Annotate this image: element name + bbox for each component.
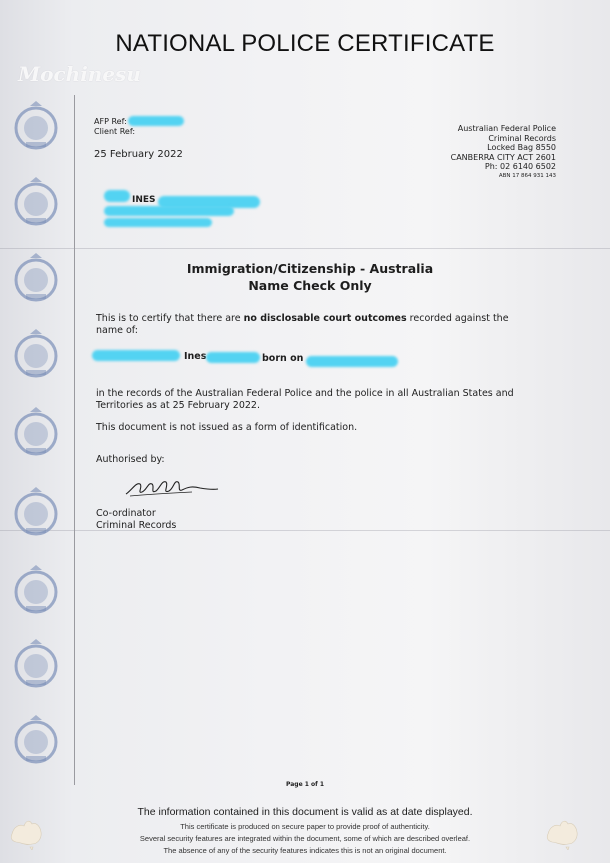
address-phone: Ph: 02 6140 6502 [484, 162, 556, 171]
sa-police-crest-icon [8, 484, 64, 540]
records-statement: in the records of the Australian Federal Police and the police in all Australian States and Territories as at 25 February 2022. [96, 388, 514, 411]
security-note: This certificate is produced on secure paper to provide proof of authenticity. [180, 822, 430, 831]
issue-date: 25 February 2022 [94, 149, 183, 160]
redaction [104, 206, 234, 216]
validity-notice: The information contained in this document is valid as at date displayed. [137, 806, 473, 818]
signer-unit: Criminal Records [96, 520, 177, 531]
document-title: NATIONAL POLICE CERTIFICATE [115, 30, 495, 57]
redaction [104, 190, 130, 202]
margin-rule [74, 95, 75, 785]
statement-text: recorded against the name of: [96, 313, 509, 336]
redaction [206, 352, 260, 363]
statement-outcome: no disclosable court outcomes [243, 313, 407, 324]
nsw-police-crest-icon [8, 174, 64, 230]
certification-statement [96, 313, 526, 337]
authorised-by-label: Authorised by: [96, 454, 165, 465]
tasmania-police-crest-icon [8, 636, 64, 692]
signer-title: Co-ordinator [96, 508, 156, 519]
address-line: CANBERRA CITY ACT 2601 [450, 152, 556, 162]
security-note: Several security features are integrated within the document, some of which are described overleaf. [139, 834, 471, 843]
afp-address [451, 124, 556, 181]
subject-name: Ines [184, 351, 207, 362]
recipient-name: INES [132, 195, 156, 205]
address-abn: ABN 17 864 931 143 [498, 172, 556, 179]
wa-police-crest-icon [8, 562, 64, 618]
signature [122, 472, 222, 506]
certificate-type-heading: Immigration/Citizenship - Australia [186, 261, 434, 276]
security-note: The absence of any of the security features indicates this is not an original document. [163, 846, 447, 855]
check-type-heading: Name Check Only [248, 278, 372, 293]
redaction [306, 356, 398, 367]
statement-text: This is to certify that there are [96, 313, 244, 324]
act-police-crest-icon [8, 326, 64, 382]
signer-block [96, 508, 526, 532]
client-ref-label: Client Ref: [94, 127, 136, 136]
redaction [92, 350, 180, 361]
victoria-police-crest-icon [8, 250, 64, 306]
afp-crest-icon [8, 98, 64, 154]
watermark: Mochinesu [18, 62, 141, 86]
redaction [104, 218, 212, 227]
queensland-police-crest-icon [8, 404, 64, 460]
born-on-label: born on [262, 353, 304, 364]
australia-map-icon [6, 810, 46, 850]
afp-ref-label: AFP Ref: [94, 117, 127, 126]
paper-fold [0, 248, 610, 249]
australia-map-icon [542, 810, 582, 850]
address-line: Locked Bag 8550 [487, 143, 556, 152]
identification-notice: This document is not issued as a form of identification. [96, 422, 358, 433]
redaction [128, 116, 184, 126]
page-number: Page 1 of 1 [286, 781, 324, 788]
address-line: Australian Federal Police [457, 124, 556, 133]
criminal-intelligence-commission-crest-icon [8, 712, 64, 768]
address-line: Criminal Records [488, 133, 556, 143]
